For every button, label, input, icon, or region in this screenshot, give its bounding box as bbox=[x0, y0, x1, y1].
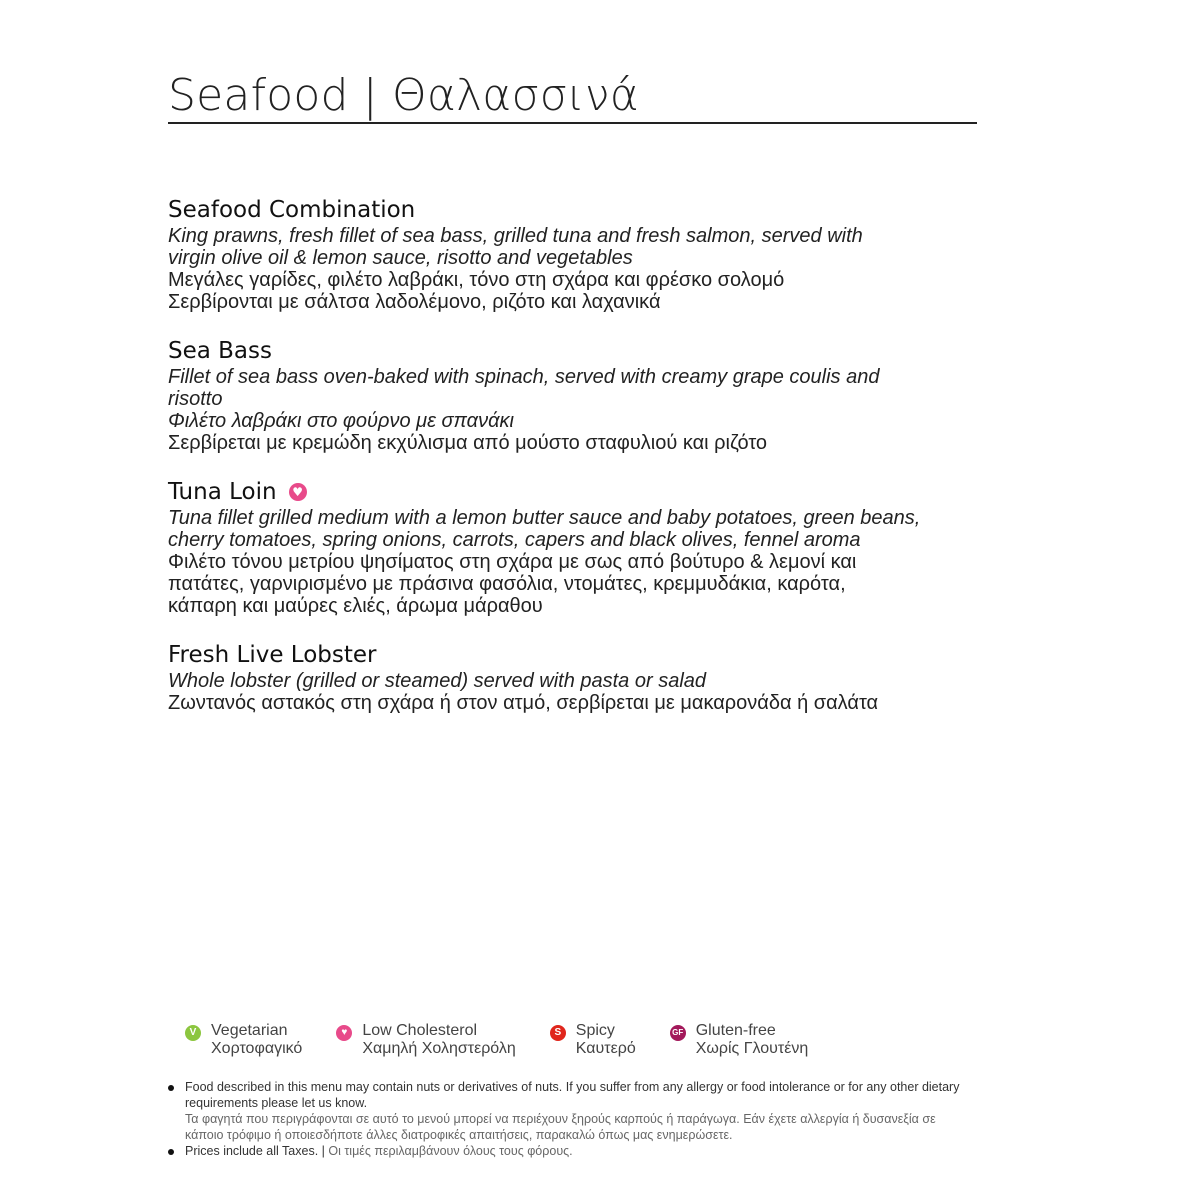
separator: | bbox=[321, 1144, 325, 1158]
gluten-free-icon: GF bbox=[670, 1025, 686, 1041]
legend-label-gr: Χορτοφαγικό bbox=[211, 1040, 303, 1057]
bullet-icon bbox=[168, 1149, 174, 1155]
legend-label-en: Spicy bbox=[575, 1022, 615, 1039]
prices-note bbox=[168, 1143, 968, 1159]
dish-description-gr: Φιλέτο τόνου μετρίου ψησίματος στη σχάρα με σως από βούτυρο & λεμονί και bbox=[168, 551, 857, 573]
allergy-note bbox=[168, 1079, 968, 1143]
dish-description-en: virgin olive oil & lemon sauce, risotto and vegetables bbox=[168, 247, 633, 269]
dish-description-gr: Ζωντανός αστακός στη σχάρα ή στον ατμό, σερβίρεται με μακαρονάδα ή σαλάτα bbox=[168, 692, 879, 714]
dish-name: Tuna Loin ♥ bbox=[168, 477, 928, 507]
dish-name: Fresh Live Lobster bbox=[168, 642, 377, 668]
vegetarian-icon: V bbox=[185, 1025, 201, 1041]
legend-label-en: Vegetarian bbox=[211, 1022, 288, 1039]
spicy-icon: S bbox=[550, 1025, 566, 1041]
legend-item-vegetarian bbox=[185, 1022, 302, 1058]
dish-description-gr: πατάτες, γαρνιρισμένο με πράσινα φασόλια, ντομάτες, κρεμμυδάκια, καρότα, bbox=[168, 573, 846, 595]
title-divider bbox=[168, 122, 977, 124]
legend-label-gr: Χωρίς Γλουτένη bbox=[695, 1040, 809, 1057]
menu-item bbox=[168, 195, 928, 313]
legend-item-gluten-free bbox=[670, 1022, 809, 1058]
menu-item bbox=[168, 477, 928, 617]
menu-item bbox=[168, 336, 928, 454]
bullet-icon bbox=[168, 1085, 174, 1091]
prices-note-en: Prices include all Taxes. bbox=[185, 1144, 319, 1158]
legend-item-spicy bbox=[550, 1022, 636, 1058]
dietary-legend bbox=[185, 1022, 945, 1058]
dish-name: Seafood Combination bbox=[168, 197, 416, 223]
legend-label-en: Gluten-free bbox=[695, 1022, 776, 1039]
dish-description-en: Fillet of sea bass oven-baked with spinach, served with creamy grape coulis and risotto bbox=[168, 366, 880, 410]
dish-description-gr: Σερβίρονται με σάλτσα λαδολέμονο, ριζότο και λαχανικά bbox=[168, 291, 661, 313]
legend-label-gr: Καυτερό bbox=[575, 1040, 636, 1057]
dish-description-gr: Σερβίρεται με κρεμώδη εκχύλισμα από μούστο σταφυλιού και ριζότο bbox=[168, 432, 768, 454]
prices-note-gr: Οι τιμές περιλαμβάνουν όλους τους φόρους. bbox=[328, 1144, 573, 1158]
legend-label-en: Low Cholesterol bbox=[362, 1022, 478, 1039]
dish-description-en: cherry tomatoes, spring onions, carrots, capers and black olives, fennel aroma bbox=[168, 529, 861, 551]
heart-icon: ♥ bbox=[336, 1025, 352, 1041]
dish-description-en: King prawns, fresh fillet of sea bass, grilled tuna and fresh salmon, served with bbox=[168, 225, 863, 247]
legend-label-gr: Χαμηλή Χοληστερόλη bbox=[362, 1040, 516, 1057]
menu-item bbox=[168, 640, 928, 714]
footnotes bbox=[168, 1079, 968, 1159]
dish-description-gr: Μεγάλες γαρίδες, φιλέτο λαβράκι, τόνο στη σχάρα και φρέσκο σολομό bbox=[168, 269, 785, 291]
allergy-note-gr: Τα φαγητά που περιγράφονται σε αυτό το μενού μπορεί να περιέχουν ξηρούς καρπούς ή παράγωγα. Εάν έχετε αλλεργία ή δυσανεξία σε κάποιο τρόφιμο ή οποιεσδήποτε άλλες διατροφικές απαιτήσεις, παρακαλώ όπως μας ενημερώσετε. bbox=[185, 1112, 936, 1142]
heart-icon: ♥ bbox=[289, 483, 307, 501]
legend-item-low-cholesterol bbox=[336, 1022, 515, 1058]
dish-description-en: Tuna fillet grilled medium with a lemon butter sauce and baby potatoes, green beans, bbox=[168, 507, 921, 529]
page-title: Seafood | Θαλασσινά bbox=[168, 70, 639, 121]
dish-description-gr: κάπαρη και μαύρες ελιές, άρωμα μάραθου bbox=[168, 595, 543, 617]
allergy-note-en: Food described in this menu may contain nuts or derivatives of nuts. If you suffer from any allergy or food intolerance or for any other dietary requirements please let us know. bbox=[185, 1080, 960, 1110]
menu-list bbox=[168, 195, 928, 737]
dish-description-gr-italic: Φιλέτο λαβράκι στο φούρνο με σπανάκι bbox=[168, 410, 514, 432]
dish-description-en: Whole lobster (grilled or steamed) served with pasta or salad bbox=[168, 670, 707, 692]
dish-name: Sea Bass bbox=[168, 338, 272, 364]
